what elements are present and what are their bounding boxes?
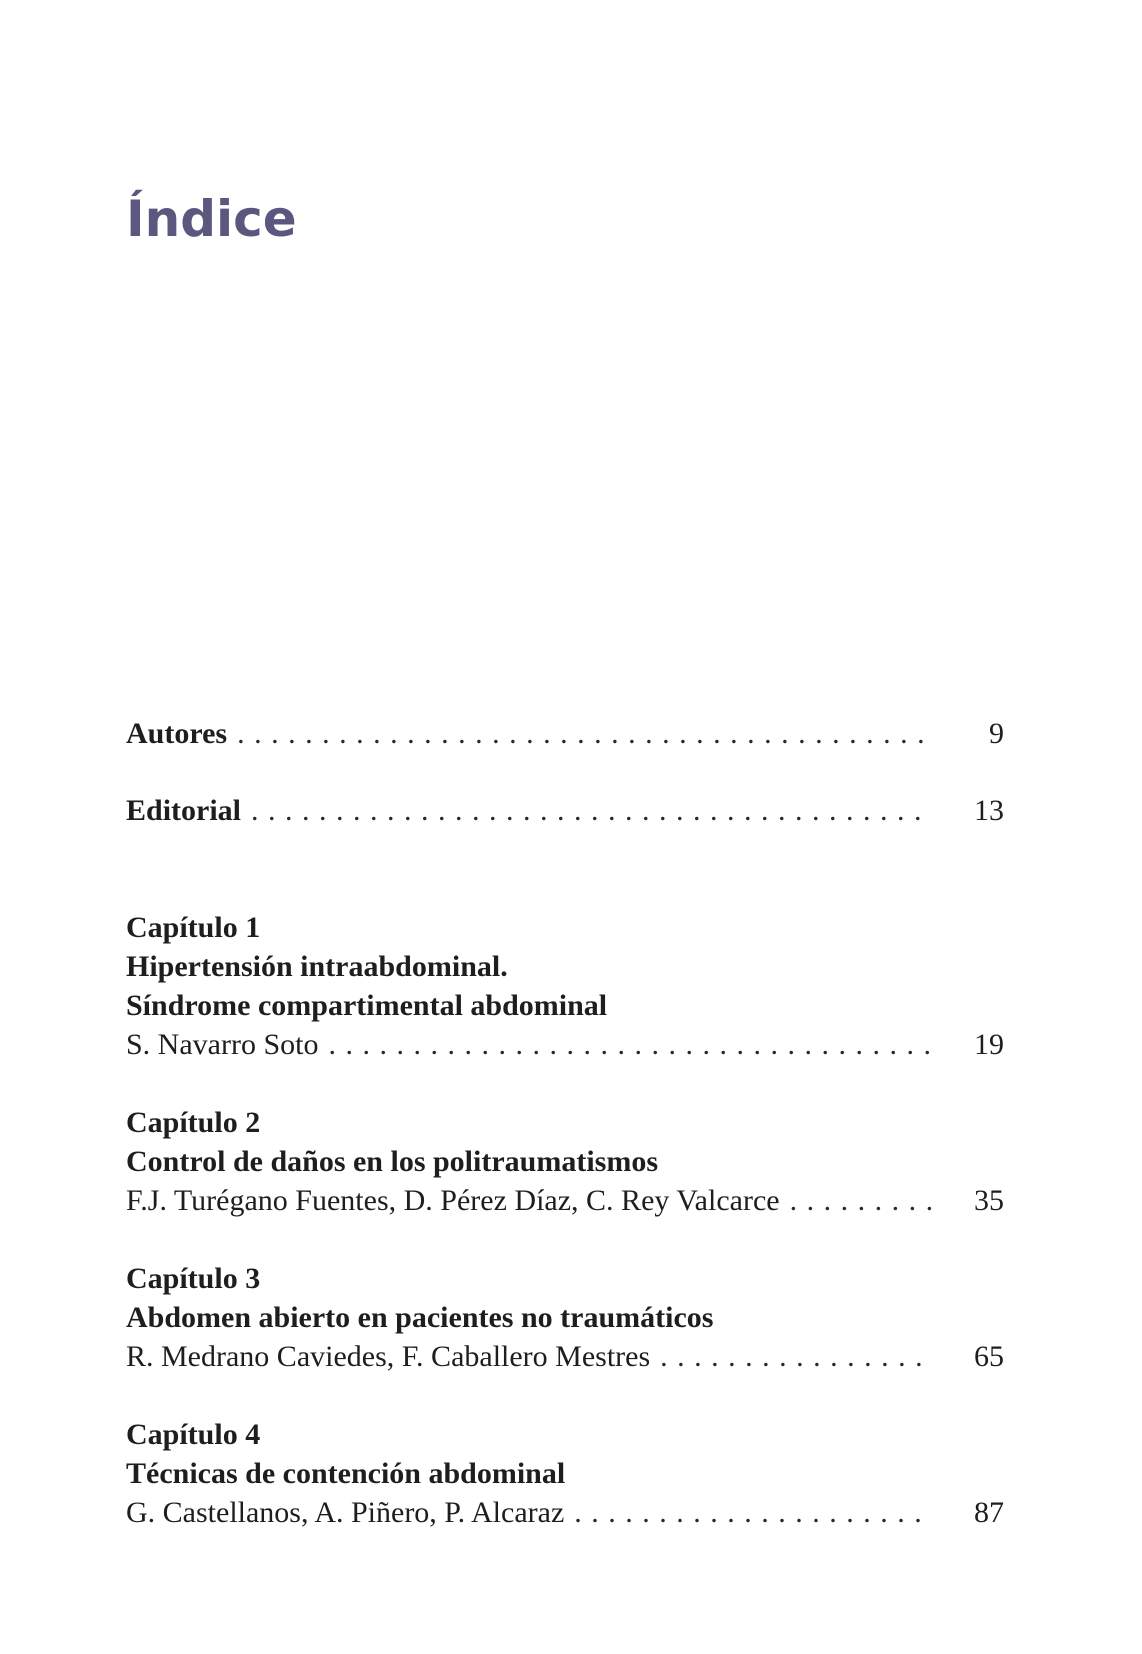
dot-leader xyxy=(251,791,932,830)
dot-leader xyxy=(790,1181,932,1220)
toc-chapter-3[interactable] xyxy=(126,1259,1004,1376)
toc-entry-autores[interactable] xyxy=(126,714,1004,753)
chapter-authors: F.J. Turégano Fuentes, D. Pérez Díaz, C. Rey Valcarce xyxy=(126,1184,780,1217)
chapter-number: Capítulo 2 xyxy=(126,1106,261,1139)
page-title: Índice xyxy=(126,190,297,248)
toc-page-number: 13 xyxy=(974,794,1004,827)
dot-leader xyxy=(328,1025,932,1064)
chapter-authors: S. Navarro Soto xyxy=(126,1028,319,1061)
chapter-title-line: Técnicas de contención abdominal xyxy=(126,1457,566,1490)
chapter-number: Capítulo 1 xyxy=(126,911,261,944)
chapter-authors: R. Medrano Caviedes, F. Caballero Mestres xyxy=(126,1340,651,1373)
dot-leader xyxy=(237,714,932,753)
toc-entry-editorial[interactable] xyxy=(126,791,1004,830)
toc-page-number: 9 xyxy=(989,717,1004,750)
toc-page-number: 35 xyxy=(974,1184,1004,1217)
dot-leader xyxy=(660,1337,932,1376)
toc-page-number: 87 xyxy=(974,1496,1004,1529)
dot-leader xyxy=(574,1493,932,1532)
toc-page-number: 65 xyxy=(974,1340,1004,1373)
chapter-number: Capítulo 4 xyxy=(126,1418,261,1451)
toc-entry-label: Autores xyxy=(126,717,228,750)
chapter-title-line: Síndrome compartimental abdominal xyxy=(126,989,608,1022)
toc-chapter-2[interactable] xyxy=(126,1103,1004,1220)
chapter-number: Capítulo 3 xyxy=(126,1262,261,1295)
toc-entry-label: Editorial xyxy=(126,794,242,827)
chapter-title-line: Control de daños en los politraumatismos xyxy=(126,1145,659,1178)
toc-chapter-4[interactable] xyxy=(126,1415,1004,1532)
toc-page-number: 19 xyxy=(974,1028,1004,1061)
toc-chapter-1[interactable] xyxy=(126,908,1004,1064)
chapter-title-line: Abdomen abierto en pacientes no traumáticos xyxy=(126,1301,714,1334)
chapter-authors: G. Castellanos, A. Piñero, P. Alcaraz xyxy=(126,1496,565,1529)
chapter-title-line: Hipertensión intraabdominal. xyxy=(126,950,508,983)
